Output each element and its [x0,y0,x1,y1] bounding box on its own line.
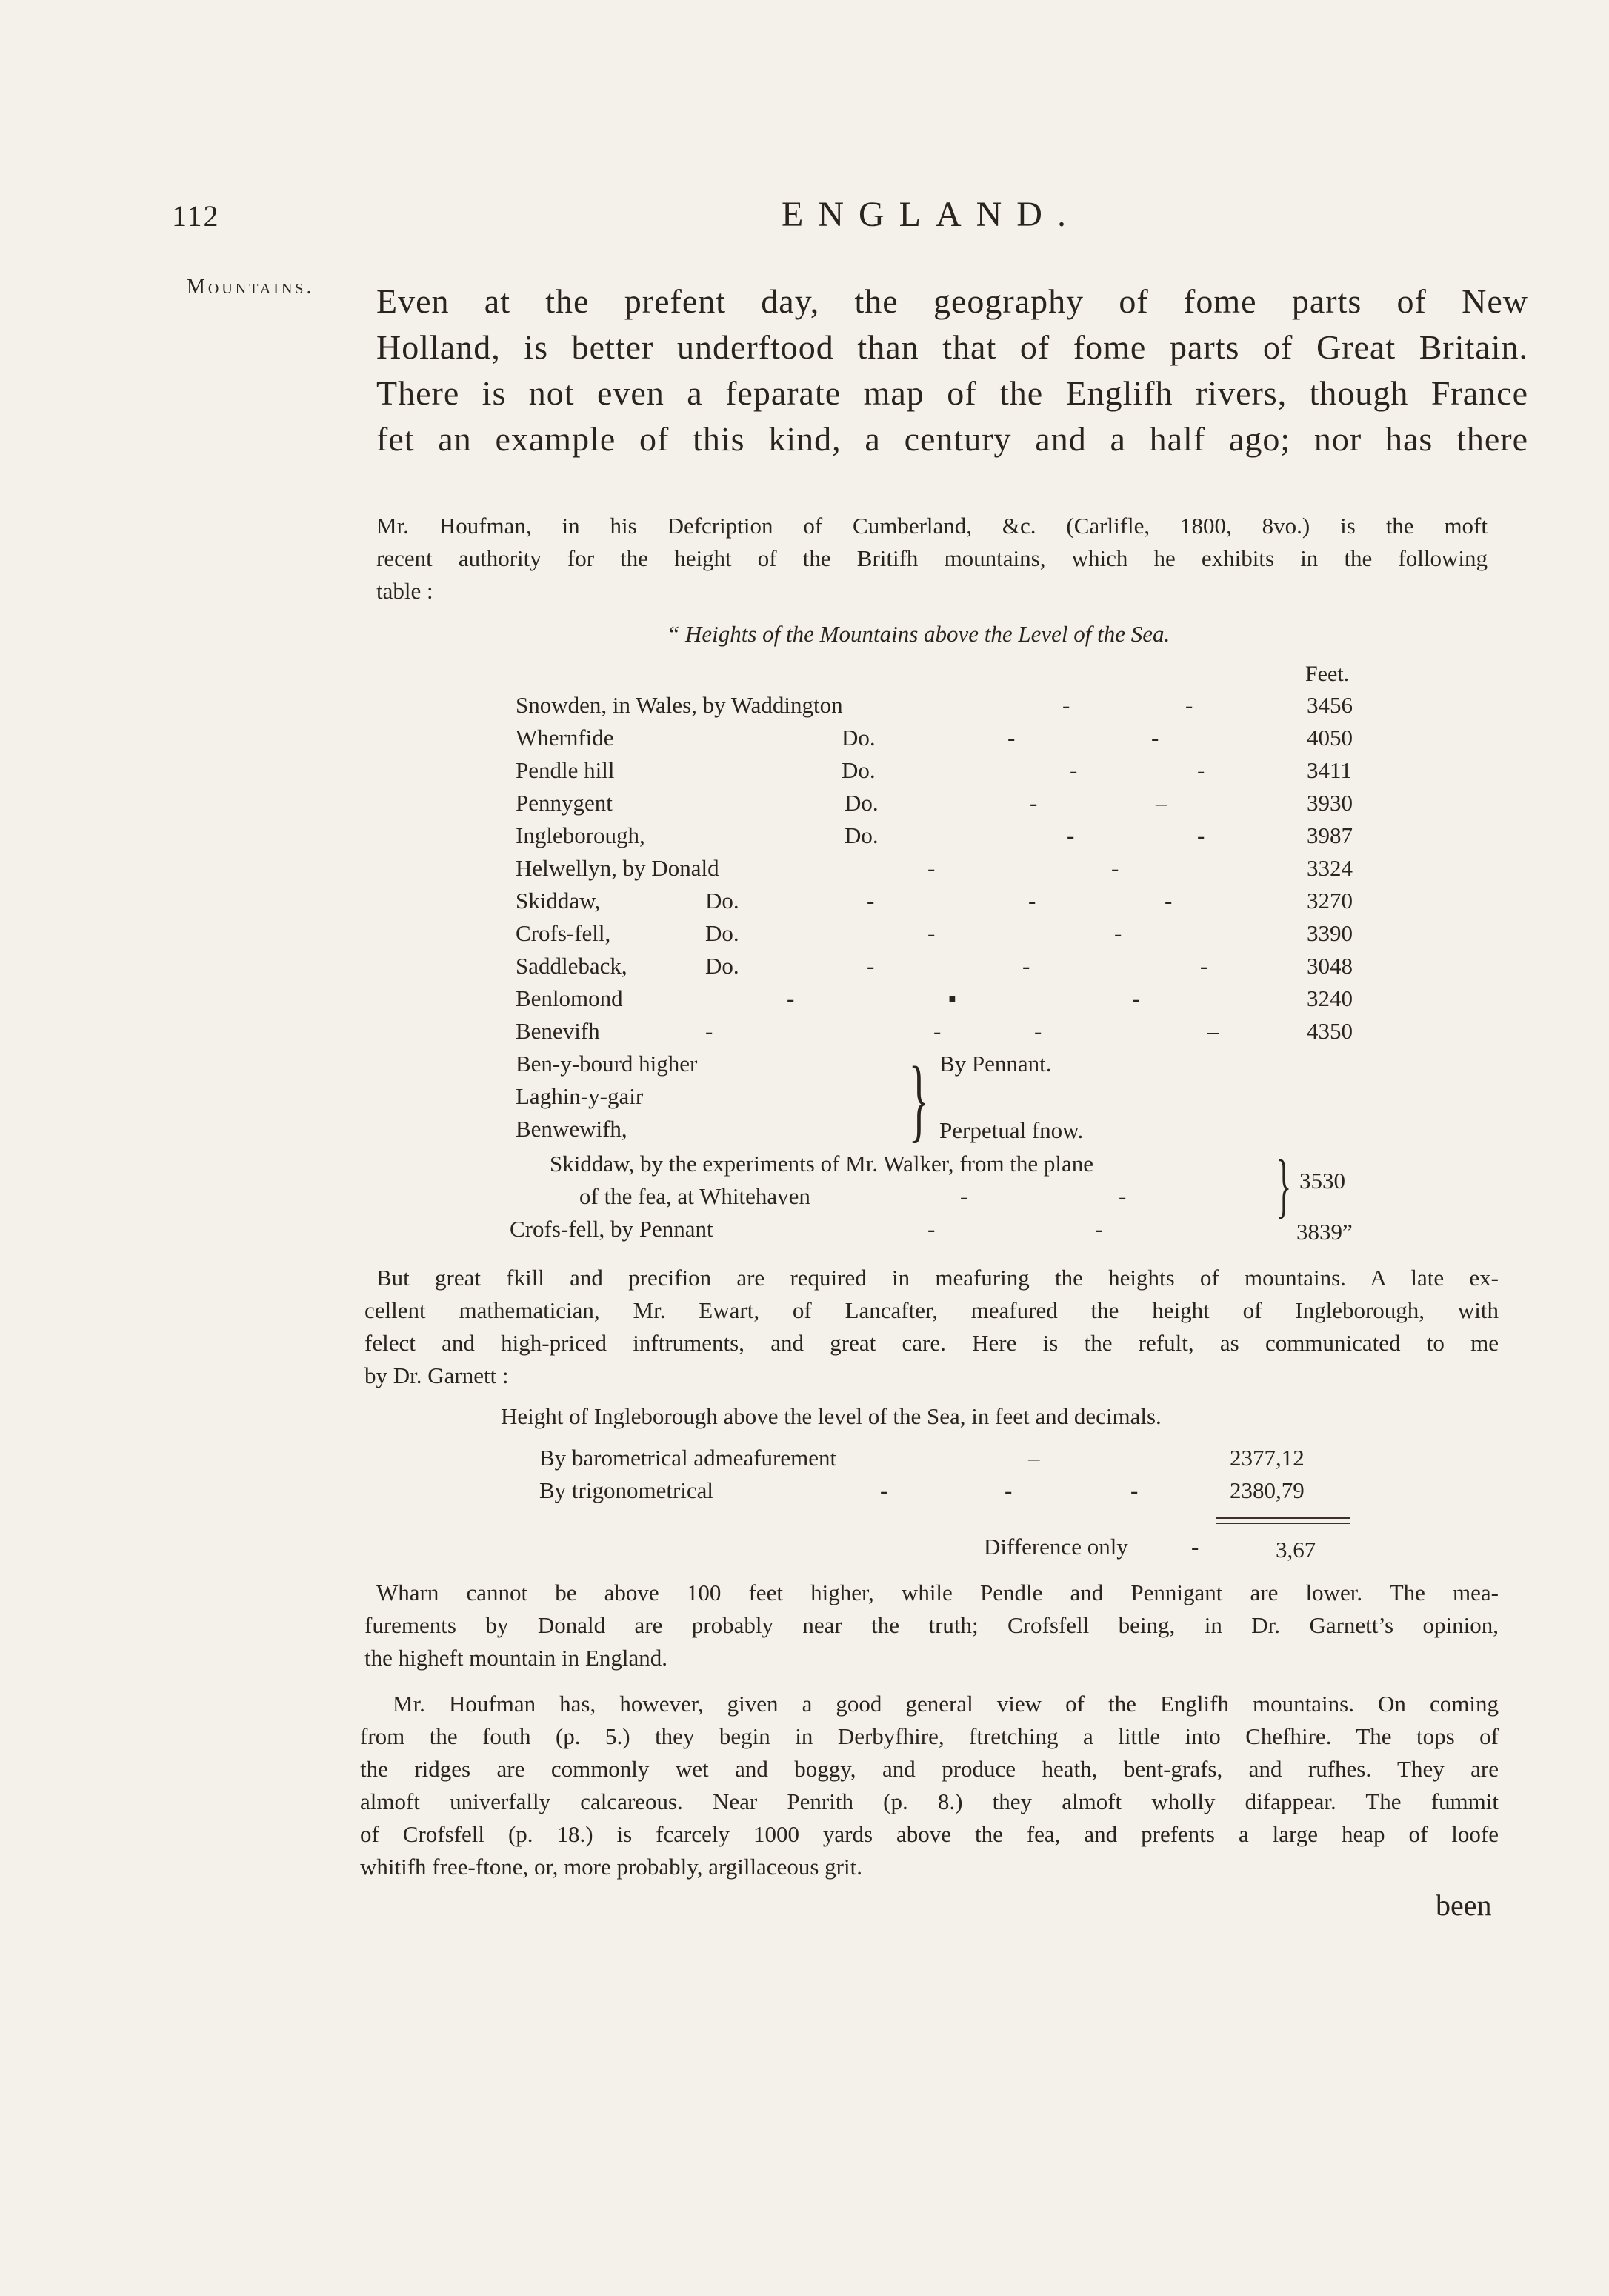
table-row [516,985,1390,1016]
mountain-name: Benlomond [516,985,623,1011]
paragraph-line: whitifh free-ftone, or, more probably, argillaceous grit. [360,1854,862,1880]
leader-dash: – [1156,790,1167,816]
paragraph-line: the ridges are commonly wet and boggy, and produce heath, bent-grafs, and rufhes. They are [360,1756,1499,1782]
leader-dash: - [1022,953,1030,979]
leader-dash: - [1095,1216,1103,1242]
leader-dash: - [1119,1183,1127,1209]
height-value: 3839” [1296,1219,1353,1245]
page-number: 112 [172,199,220,233]
leader-dash: - [1151,725,1159,751]
leader-dash: - [1200,953,1208,979]
height-value: 3048 [1307,953,1353,979]
mountain-name: Benevifh [516,1018,600,1044]
measurement-value: 2377,12 [1230,1445,1305,1471]
leader-dash: - [927,855,936,881]
leader-dash: - [1197,757,1205,783]
measurement-value: 2380,79 [1230,1477,1305,1503]
height-value: 3390 [1307,920,1353,946]
leader-dash: - [880,1477,888,1503]
main-text-line: fet an example of this kind, a century and a half ago; nor has there [376,420,1528,458]
height-value: 3530 [1299,1168,1345,1194]
height-value: 4050 [1307,725,1353,751]
paragraph-line: of Crofsfell (p. 18.) is fcarcely 1000 yards above the fea, and prefents a large heap of loofe [360,1821,1499,1847]
walker-line: of the fea, at Whitehaven [579,1183,810,1209]
mountain-name: Snowden, in Wales, by Waddington [516,692,843,718]
measured-by: Do. [705,920,739,946]
leader-dash: - [787,985,795,1011]
measured-by: Do. [845,822,879,848]
walker-line: Skiddaw, by the experiments of Mr. Walker, from the plane [550,1151,1094,1177]
mountain-name: Crofs-fell, by Pennant [510,1216,713,1242]
side-note: Mountains. [187,276,315,299]
leader-dash: - [1030,790,1038,816]
main-text-line: There is not even a feparate map of the Englifh rivers, though France [376,374,1528,412]
measured-by: Do. [842,757,876,783]
height-value: 3240 [1307,985,1353,1011]
mountain-name: Pendle hill [516,757,615,783]
measured-by: Do. [845,790,879,816]
difference-label: Difference only [984,1534,1128,1560]
difference-value: 3,67 [1276,1537,1316,1563]
sum-rule [1216,1517,1350,1519]
leader-dash: - [927,1216,936,1242]
mountain-name: Benwewifh, [516,1116,627,1142]
paragraph-line: felect and high-priced inftruments, and great care. Here is the refult, as communicated to me [364,1330,1499,1356]
leader-dash: - [1034,1018,1042,1044]
paragraph-line: by Dr. Garnett : [364,1362,509,1388]
leader-dash: - [1165,888,1173,914]
ingleborough-title: Height of Ingleborough above the level of the Sea, in feet and decimals. [501,1403,1162,1429]
leader-dash: ▪ [948,985,956,1011]
curly-brace: } [1276,1145,1292,1225]
table-unit-label: Feet. [1305,662,1350,686]
table-row [516,953,1390,984]
paragraph-line: almoft univerfally calcareous. Near Penrith (p. 8.) they almoft wholly difappear. The fummit [360,1788,1499,1814]
leader-dash: - [1197,822,1205,848]
mountain-name: Laghin-y-gair [516,1083,644,1109]
leader-dash: - [1132,985,1140,1011]
mountain-name: Ben-y-bourd higher [516,1051,698,1077]
catchword: been [1436,1889,1492,1922]
sum-rule [1216,1523,1350,1524]
mountain-name: Helwellyn, by Donald [516,855,719,881]
leader-dash: - [1114,920,1122,946]
height-value: 3324 [1307,855,1353,881]
pennant-note: By Pennant. [939,1051,1052,1077]
leader-dash: - [1130,1477,1139,1503]
footnote-line: Mr. Houfman, in his Defcription of Cumberland, &c. (Carlifle, 1800, 8vo.) is the moft [376,513,1488,539]
running-title: ENGLAND. [782,195,1081,234]
mountain-name: Pennygent [516,790,613,816]
leader-dash: - [1028,888,1036,914]
table-row [516,692,1390,723]
height-value: 3930 [1307,790,1353,816]
height-value: 3987 [1307,822,1353,848]
table-row [516,757,1390,788]
paragraph-line: furements by Donald are probably near the truth; Crofsfell being, in Dr. Garnett’s opinion, [364,1612,1499,1638]
table-row [516,790,1390,821]
paragraph-line: the higheft mountain in England. [364,1645,667,1671]
leader-dash: - [705,1018,713,1044]
height-value: 3456 [1307,692,1353,718]
height-value: 3270 [1307,888,1353,914]
leader-dash: – [1207,1018,1219,1044]
mountain-name: Ingleborough, [516,822,645,848]
table-row [516,920,1390,951]
leader-dash: - [867,888,875,914]
paragraph-line: But great fkill and precifion are required in meafuring the heights of mountains. A late ex- [376,1265,1499,1291]
measurement-label: By barometrical admeafurement [539,1445,837,1471]
height-value: 4350 [1307,1018,1353,1044]
leader-dash: - [927,920,936,946]
paragraph-line: cellent mathematician, Mr. Ewart, of Lancafter, meafured the height of Ingleborough, with [364,1297,1499,1323]
pennant-note: Perpetual fnow. [939,1117,1084,1143]
table-heading: “ Heights of the Mountains above the Level of the Sea. [667,621,1170,647]
measured-by: Do. [705,888,739,914]
leader-dash: – [1028,1445,1040,1471]
curly-brace: } [908,1048,929,1151]
mountain-name: Skiddaw, [516,888,601,914]
footnote-line: recent authority for the height of the Britifh mountains, which he exhibits in the following [376,545,1488,571]
leader-dash: - [1062,692,1070,718]
leader-dash: - [1005,1477,1013,1503]
table-row [516,1018,1390,1049]
leader-dash: - [1185,692,1193,718]
measurement-label: By trigonometrical [539,1477,714,1503]
measured-by: Do. [705,953,739,979]
mountain-name: Saddleback, [516,953,627,979]
paragraph-line: from the fouth (p. 5.) they begin in Derbyfhire, ftretching a little into Chefhire. The tops of [360,1723,1499,1749]
table-row [516,855,1390,886]
table-row [516,822,1390,853]
leader-dash: - [933,1018,942,1044]
height-value: 3411 [1307,757,1352,783]
leader-dash: - [867,953,875,979]
leader-dash: - [1111,855,1119,881]
leader-dash: - [1191,1534,1199,1560]
leader-dash: - [960,1183,968,1209]
table-row [516,888,1390,919]
leader-dash: - [1067,822,1075,848]
measured-by: Do. [842,725,876,751]
paragraph-line: Wharn cannot be above 100 feet higher, while Pendle and Pennigant are lower. The mea- [376,1580,1499,1605]
mountain-name: Whernfide [516,725,614,751]
leader-dash: - [1007,725,1016,751]
main-text-line: Even at the prefent day, the geography of fome parts of New [376,282,1528,320]
table-row [516,725,1390,756]
footnote-line: table : [376,578,433,604]
leader-dash: - [1070,757,1078,783]
mountain-name: Crofs-fell, [516,920,611,946]
paragraph-line: Mr. Houfman has, however, given a good general view of the Englifh mountains. On coming [393,1691,1499,1717]
main-text-line: Holland, is better underftood than that of fome parts of Great Britain. [376,328,1528,366]
